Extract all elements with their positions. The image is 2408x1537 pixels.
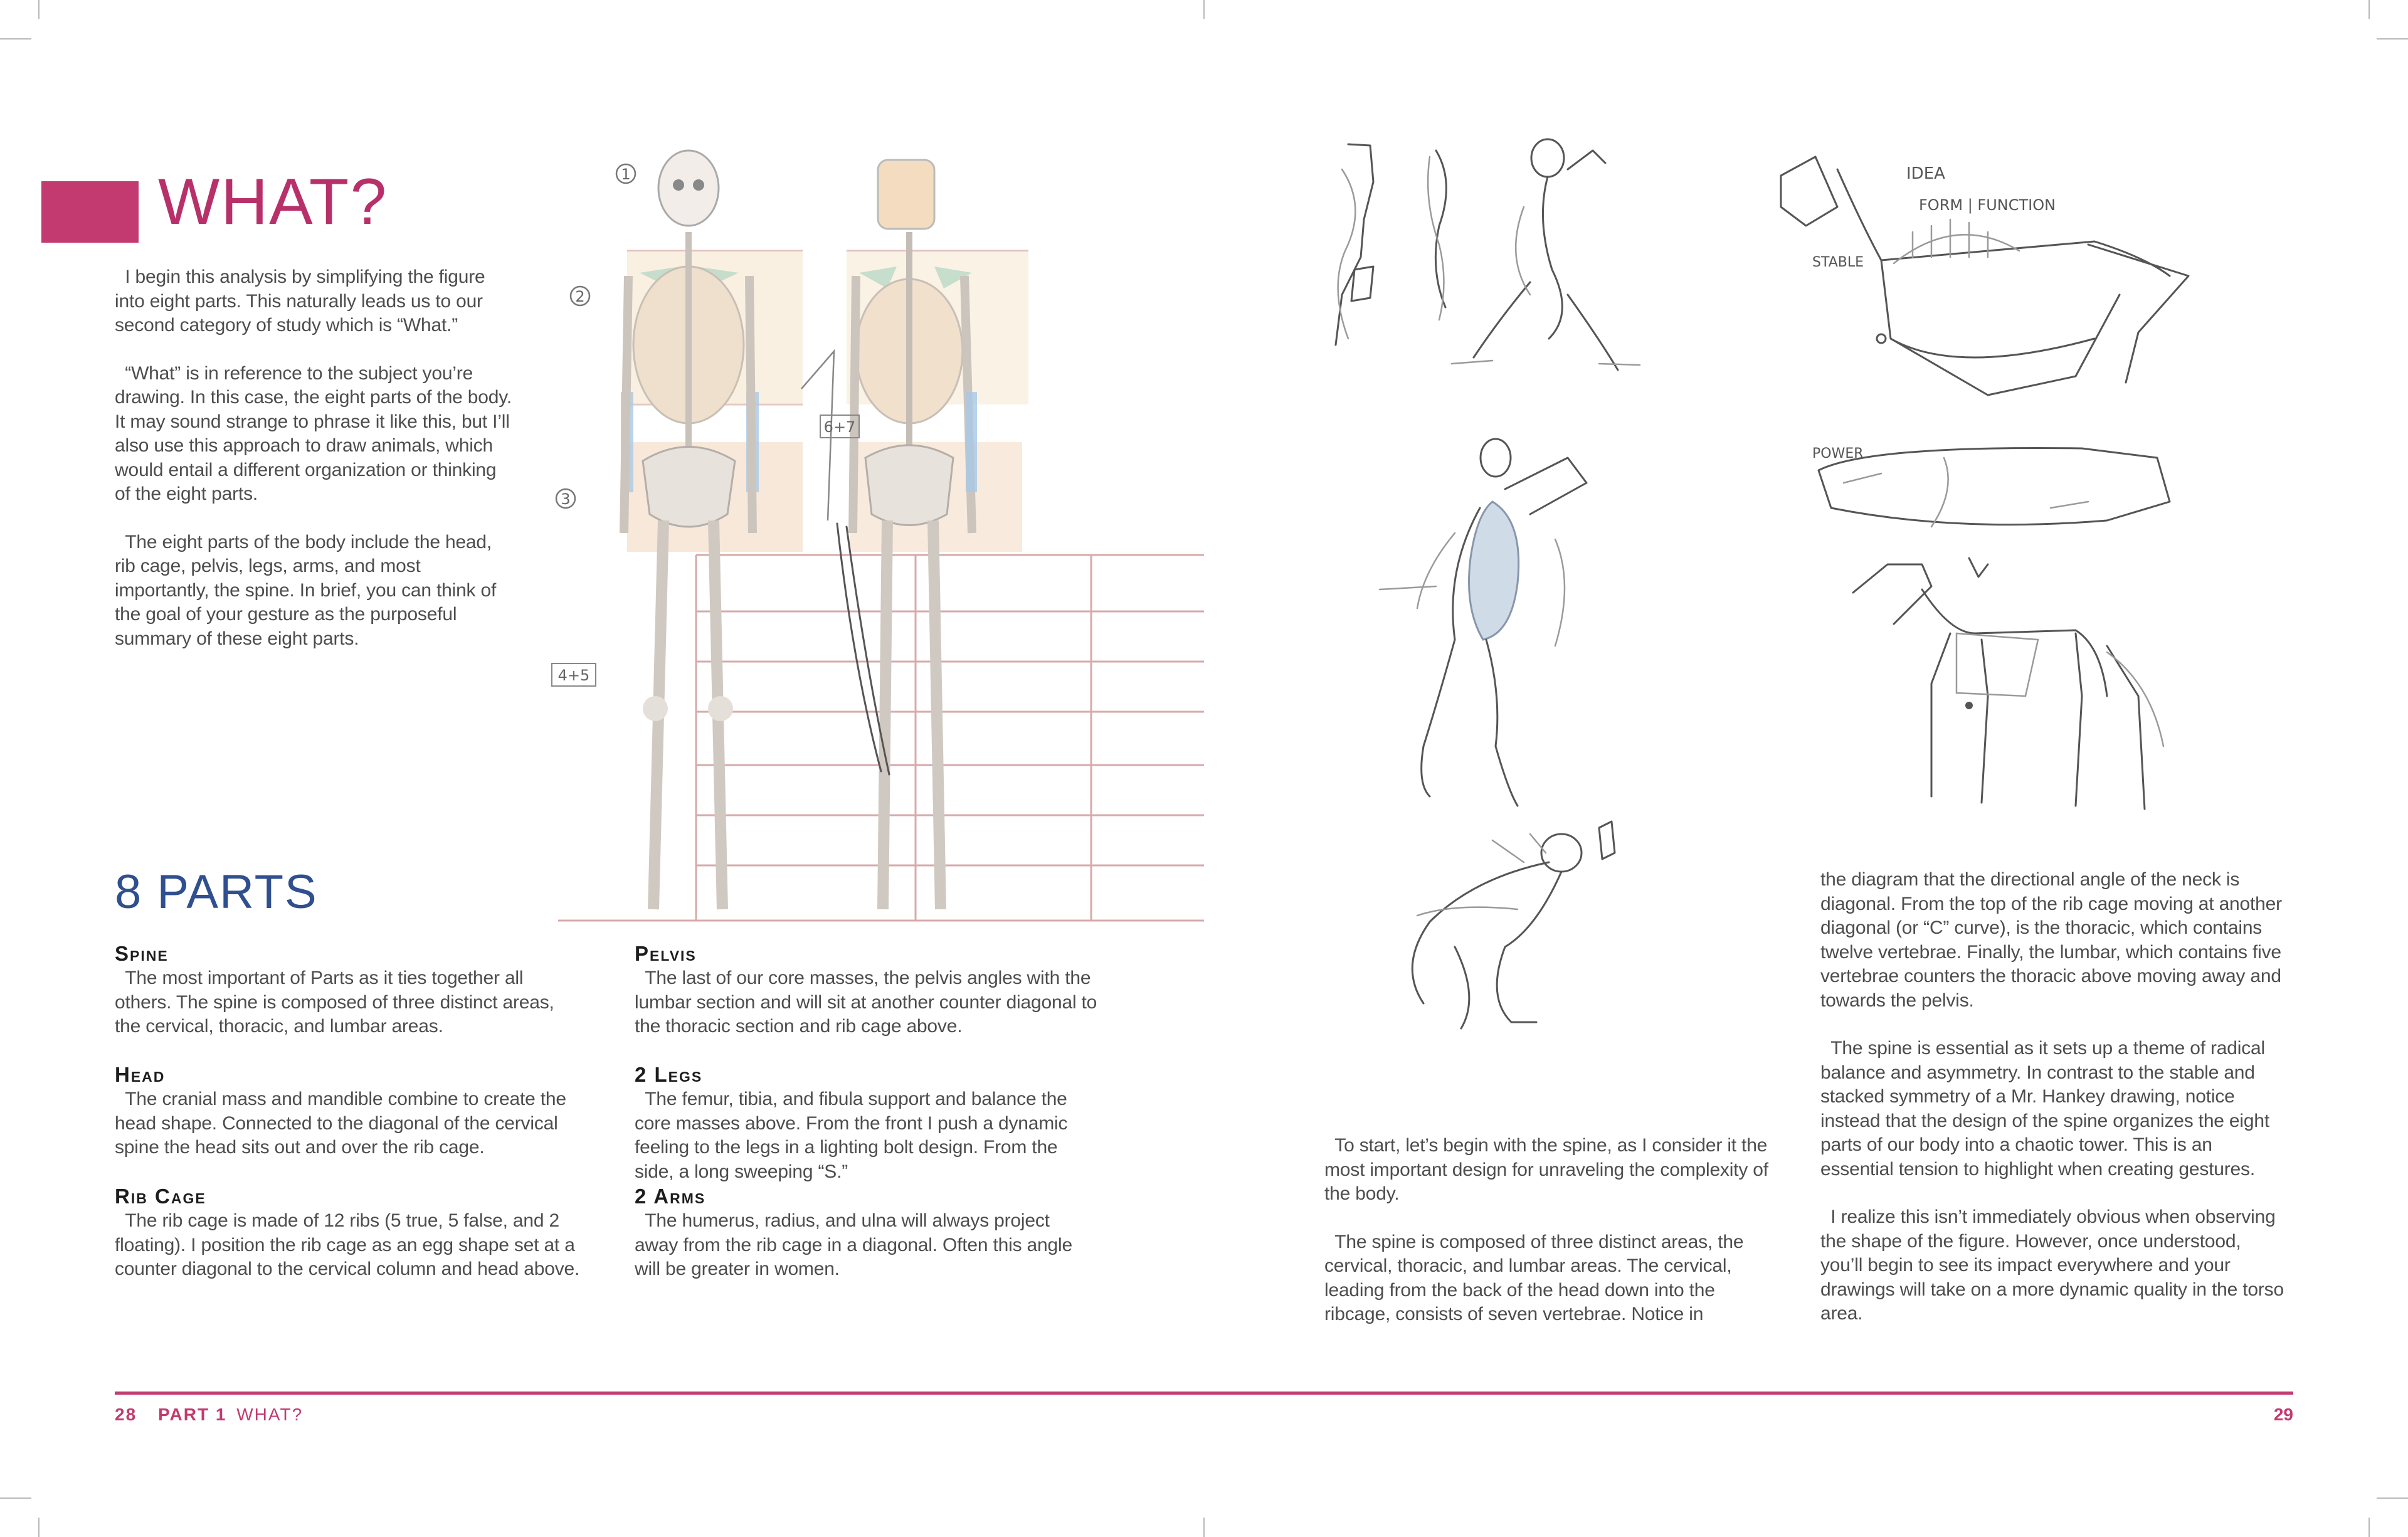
part-arms [635,1184,1136,1282]
right-col-b-paragraph: the diagram that the directional angle of the neck is diagonal. From the top of the rib cage moving at another diagonal (or “C” curve), is the thoracic, which contains twelve vertebrae. Finally, the lumbar, which contains five vertebrae counters the thoracic above moving away and towards the pelvis. [1820,869,2288,1011]
part-head [115,1062,616,1160]
part-text: The last of our core masses, the pelvis angles with the lumbar section and will sit at another counter diagonal to the thoracic section and rib cage above. [635,968,1102,1037]
footer-rule [115,1392,2293,1395]
part-rib-cage [115,1184,616,1282]
right-col-a-paragraph: The spine is composed of three distinct areas, the cervical, thoracic, and lumbar areas. The cervical, leading from the back of the head down into the ribcage, consists of seven vertebrae. Notice in [1324,1231,1749,1324]
figure-gesture-sketch [1380,439,1587,806]
crop-mark [1203,0,1205,19]
sketch-label-stable: STABLE [1812,255,1864,270]
parts-heading: 8 PARTS [115,865,318,919]
part-title: Head [115,1063,166,1086]
sketch-label-form-function: FORM | FUNCTION [1919,196,2056,214]
crop-mark [38,0,40,19]
part-legs [635,1062,1136,1184]
right-col-b-paragraph: I realize this isn’t immediately obvious when observing the shape of the figure. However, once understood, you’ll begin to see its impact everywhere and your drawings will take on a more dynamic quality in the torso area. [1820,1207,2289,1324]
crop-mark [2377,1497,2408,1499]
skeleton-diagram [539,144,1204,928]
sketch-label-power: POWER [1812,446,1864,462]
part-title: 2 Arms [635,1185,706,1208]
ratio-label-lower: 4+5 [557,667,590,684]
intro-paragraph: The eight parts of the body include the head, rib cage, pelvis, legs, arms, and most importantly, the spine. In brief, you can think of the goal of your gesture as the purposeful summary of these eight parts. [115,531,502,649]
crop-mark [0,38,31,40]
horse-sketch [1853,558,2163,809]
pose-sketch-top [1452,139,1640,370]
heading-accent-box [41,181,139,243]
left-page-number: 28 [115,1405,137,1424]
intro-paragraph: “What” is in reference to the subject you’re drawing. In this case, the eight parts of the body. It may sound strange to phrase it like this, but I’ll also use this approach to draw animals, which would entail a different organization or thinking of the eight parts. [115,362,517,504]
crop-mark [0,1497,31,1499]
crop-mark [2368,1518,2370,1537]
sketch-label-idea: IDEA [1906,164,1945,183]
animal-structure-sketch [1781,157,2189,395]
crop-mark [38,1518,40,1537]
right-page-number: 29 [2273,1405,2293,1424]
crop-mark [1203,1518,1205,1537]
diagram-label-1: 1 [621,166,631,183]
part-spine [115,941,616,1039]
part-text: The rib cage is made of 12 ribs (5 true, 5 false, and 2 floating). I position the rib cage as an egg shape set at a counter diagonal to the cervical column and head above. [115,1210,580,1279]
part-text: The cranial mass and mandible combine to create the head shape. Connected to the diagonal of the cervical spine the head sits out and over the rib cage. [115,1089,571,1158]
part-pelvis [635,941,1136,1039]
part-title: 2 Legs [635,1063,703,1086]
front-skeleton [621,151,803,909]
part-text: The femur, tibia, and fibula support and balance the core masses above. From the front I push a dynamic feeling to the legs in a lighting bolt design. From the side, a long sweeping “S.” [635,1089,1073,1182]
footer-part-title: WHAT? [236,1405,304,1424]
intro-paragraph: I begin this analysis by simplifying the figure into eight parts. This naturally leads us to our second category of study which is “What.” [115,267,490,335]
part-text: The humerus, radius, and ulna will always project away from the rib cage in a diagonal. Often this angle will be greater in women. [635,1210,1078,1279]
diagram-label-3: 3 [561,490,571,508]
crouching-figure-sketch [1412,821,1615,1028]
diagram-label-2: 2 [575,288,585,305]
page-heading: WHAT? [158,166,388,238]
right-column-a [1324,1134,1776,1327]
crop-mark [2368,0,2370,19]
part-title: Rib Cage [115,1185,206,1208]
animal-power-sketch [1812,446,2170,527]
part-text: The most important of Parts as it ties together all others. The spine is composed of three distinct areas, the cervical, thoracic, and lumbar areas. [115,968,559,1037]
right-column-b [1820,868,2289,1326]
ratio-label-upper: 6+7 [823,418,856,436]
footer-left [115,1405,303,1425]
right-col-a-paragraph: To start, let’s begin with the spine, as I consider it the most important design for unraveling the complexity of the body. [1324,1135,1774,1204]
footer-part-label: PART 1 [157,1405,227,1424]
spine-study-sketch [1336,144,1446,345]
intro-text [115,265,516,675]
crop-mark [2377,38,2408,40]
right-col-b-paragraph: The spine is essential as it sets up a theme of radical balance and asymmetry. In contrast to the stable and stacked symmetry of a Mr. Hankey drawing, notice instead that the design of the spine organizes the eight parts of our body into a chaotic tower. This is an essential tension to highlight when creating gestures. [1820,1038,2275,1180]
part-title: Pelvis [635,942,697,965]
part-title: Spine [115,942,169,965]
